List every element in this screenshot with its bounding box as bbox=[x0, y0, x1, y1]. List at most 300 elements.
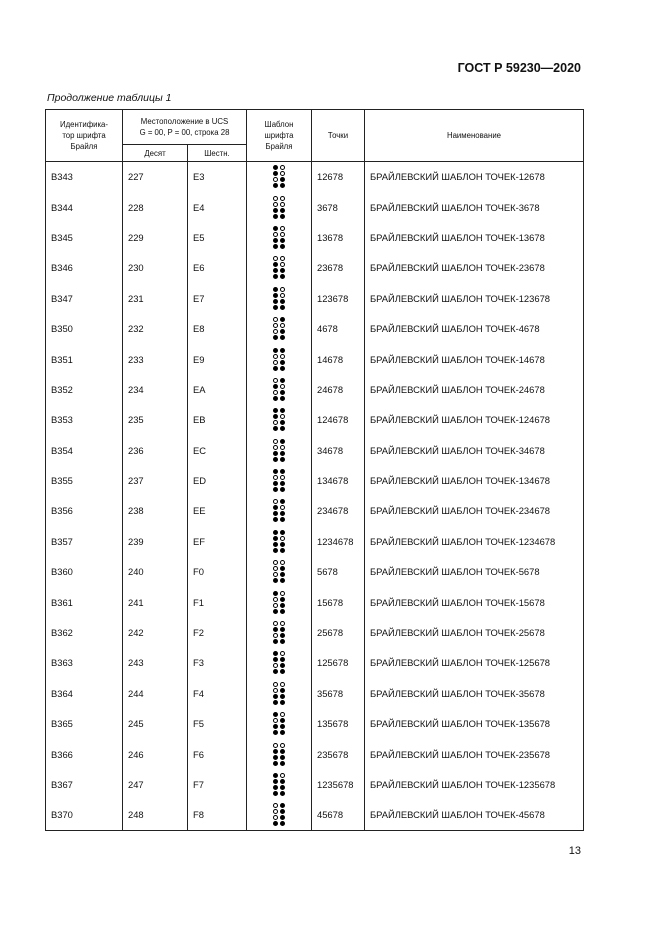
braille-dot-2 bbox=[273, 354, 278, 359]
braille-dot-3 bbox=[273, 238, 278, 243]
braille-dot-3 bbox=[273, 481, 278, 486]
braille-pattern bbox=[247, 648, 312, 678]
pattern-name: БРАЙЛЕВСКИЙ ШАБЛОН ТОЧЕК-35678 bbox=[365, 678, 584, 708]
braille-dot-8 bbox=[280, 548, 285, 553]
table-row bbox=[46, 192, 584, 222]
braille-dot-3 bbox=[273, 815, 278, 820]
pattern-name: БРАЙЛЕВСКИЙ ШАБЛОН ТОЧЕК-45678 bbox=[365, 800, 584, 830]
braille-dot-8 bbox=[280, 487, 285, 492]
ucs-hex: F2 bbox=[188, 617, 247, 647]
braille-pattern bbox=[247, 800, 312, 830]
braille-dot-8 bbox=[280, 700, 285, 705]
braille-cell-icon bbox=[272, 348, 286, 371]
braille-dot-7 bbox=[273, 214, 278, 219]
ucs-decimal: 227 bbox=[123, 162, 188, 192]
dot-numbers: 34678 bbox=[312, 435, 365, 465]
braille-dot-3 bbox=[273, 724, 278, 729]
braille-dot-8 bbox=[280, 244, 285, 249]
braille-dot-7 bbox=[273, 517, 278, 522]
braille-dot-4 bbox=[280, 165, 285, 170]
braille-cell-icon bbox=[272, 196, 286, 219]
braille-dot-7 bbox=[273, 305, 278, 310]
braille-dot-2 bbox=[273, 809, 278, 814]
braille-dot-4 bbox=[280, 317, 285, 322]
braille-dot-1 bbox=[273, 348, 278, 353]
braille-dot-3 bbox=[273, 755, 278, 760]
braille-dot-7 bbox=[273, 609, 278, 614]
braille-id: B367 bbox=[46, 769, 123, 799]
braille-dot-7 bbox=[273, 487, 278, 492]
braille-dot-3 bbox=[273, 360, 278, 365]
braille-pattern bbox=[247, 192, 312, 222]
ucs-hex: F3 bbox=[188, 648, 247, 678]
ucs-hex: E6 bbox=[188, 253, 247, 283]
braille-id: B357 bbox=[46, 526, 123, 556]
braille-dot-3 bbox=[273, 785, 278, 790]
braille-pattern bbox=[247, 678, 312, 708]
braille-dot-4 bbox=[280, 256, 285, 261]
ucs-decimal: 230 bbox=[123, 253, 188, 283]
braille-id: B352 bbox=[46, 374, 123, 404]
braille-cell-icon bbox=[272, 287, 286, 310]
braille-dot-5 bbox=[280, 809, 285, 814]
pattern-name: БРАЙЛЕВСКИЙ ШАБЛОН ТОЧЕК-13678 bbox=[365, 222, 584, 252]
ucs-hex: EE bbox=[188, 496, 247, 526]
braille-dot-8 bbox=[280, 183, 285, 188]
dot-numbers: 13678 bbox=[312, 222, 365, 252]
col-header-dec: Десят bbox=[123, 145, 188, 162]
pattern-name: БРАЙЛЕВСКИЙ ШАБЛОН ТОЧЕК-4678 bbox=[365, 313, 584, 343]
braille-dot-4 bbox=[280, 378, 285, 383]
braille-pattern bbox=[247, 374, 312, 404]
braille-dot-7 bbox=[273, 821, 278, 826]
braille-dot-2 bbox=[273, 414, 278, 419]
table-row bbox=[46, 435, 584, 465]
dot-numbers: 235678 bbox=[312, 739, 365, 769]
braille-dot-4 bbox=[280, 439, 285, 444]
braille-cell-icon bbox=[272, 803, 286, 826]
braille-cell-icon bbox=[272, 408, 286, 431]
table-row bbox=[46, 222, 584, 252]
dot-numbers: 14678 bbox=[312, 344, 365, 374]
braille-dot-6 bbox=[280, 663, 285, 668]
dot-numbers: 135678 bbox=[312, 709, 365, 739]
braille-dot-4 bbox=[280, 530, 285, 535]
braille-cell-icon bbox=[272, 226, 286, 249]
braille-dot-1 bbox=[273, 165, 278, 170]
col-header-dots: Точки bbox=[312, 110, 365, 162]
braille-dot-5 bbox=[280, 536, 285, 541]
braille-dot-6 bbox=[280, 238, 285, 243]
ucs-decimal: 236 bbox=[123, 435, 188, 465]
dot-numbers: 45678 bbox=[312, 800, 365, 830]
dot-numbers: 3678 bbox=[312, 192, 365, 222]
braille-dot-2 bbox=[273, 323, 278, 328]
col-header-id: Идентифика- тор шрифта Брайля bbox=[46, 110, 123, 162]
col-header-hex: Шестн. bbox=[188, 145, 247, 162]
braille-dot-4 bbox=[280, 682, 285, 687]
braille-dot-7 bbox=[273, 426, 278, 431]
braille-dot-1 bbox=[273, 591, 278, 596]
ucs-hex: E7 bbox=[188, 283, 247, 313]
ucs-hex: E8 bbox=[188, 313, 247, 343]
braille-dot-3 bbox=[273, 177, 278, 182]
braille-dot-4 bbox=[280, 469, 285, 474]
braille-dot-2 bbox=[273, 779, 278, 784]
braille-cell-icon bbox=[272, 743, 286, 766]
braille-dot-3 bbox=[273, 603, 278, 608]
braille-dot-1 bbox=[273, 317, 278, 322]
braille-dot-8 bbox=[280, 517, 285, 522]
braille-dot-1 bbox=[273, 530, 278, 535]
braille-pattern bbox=[247, 253, 312, 283]
braille-id: B346 bbox=[46, 253, 123, 283]
braille-dot-7 bbox=[273, 548, 278, 553]
braille-dot-3 bbox=[273, 633, 278, 638]
braille-dot-4 bbox=[280, 196, 285, 201]
braille-dot-3 bbox=[273, 572, 278, 577]
page-number: 13 bbox=[568, 845, 581, 857]
braille-dot-8 bbox=[280, 214, 285, 219]
table-row bbox=[46, 678, 584, 708]
braille-dot-4 bbox=[280, 621, 285, 626]
braille-dot-5 bbox=[280, 232, 285, 237]
table-row bbox=[46, 769, 584, 799]
braille-dot-4 bbox=[280, 226, 285, 231]
braille-dot-1 bbox=[273, 256, 278, 261]
braille-dot-4 bbox=[280, 348, 285, 353]
ucs-hex: E5 bbox=[188, 222, 247, 252]
braille-id: B345 bbox=[46, 222, 123, 252]
braille-dot-7 bbox=[273, 274, 278, 279]
dot-numbers: 1235678 bbox=[312, 769, 365, 799]
braille-pattern bbox=[247, 739, 312, 769]
braille-id: B360 bbox=[46, 557, 123, 587]
braille-dot-7 bbox=[273, 183, 278, 188]
braille-dot-2 bbox=[273, 505, 278, 510]
table-row bbox=[46, 313, 584, 343]
ucs-hex: EC bbox=[188, 435, 247, 465]
braille-dot-4 bbox=[280, 287, 285, 292]
braille-pattern bbox=[247, 496, 312, 526]
ucs-decimal: 240 bbox=[123, 557, 188, 587]
braille-cell-icon bbox=[272, 439, 286, 462]
braille-dot-8 bbox=[280, 426, 285, 431]
braille-pattern bbox=[247, 222, 312, 252]
braille-cell-icon bbox=[272, 712, 286, 735]
braille-cell-icon bbox=[272, 469, 286, 492]
ucs-decimal: 241 bbox=[123, 587, 188, 617]
pattern-name: БРАЙЛЕВСКИЙ ШАБЛОН ТОЧЕК-24678 bbox=[365, 374, 584, 404]
braille-id: B356 bbox=[46, 496, 123, 526]
ucs-decimal: 247 bbox=[123, 769, 188, 799]
braille-pattern bbox=[247, 709, 312, 739]
braille-dot-3 bbox=[273, 694, 278, 699]
braille-dot-4 bbox=[280, 651, 285, 656]
braille-dot-8 bbox=[280, 305, 285, 310]
ucs-hex: F8 bbox=[188, 800, 247, 830]
braille-dot-5 bbox=[280, 414, 285, 419]
braille-dot-4 bbox=[280, 499, 285, 504]
table-row bbox=[46, 739, 584, 769]
braille-dot-7 bbox=[273, 761, 278, 766]
braille-cell-icon bbox=[272, 773, 286, 796]
ucs-decimal: 244 bbox=[123, 678, 188, 708]
table-row bbox=[46, 283, 584, 313]
braille-dot-7 bbox=[273, 700, 278, 705]
braille-dot-6 bbox=[280, 542, 285, 547]
braille-dot-2 bbox=[273, 232, 278, 237]
braille-dot-5 bbox=[280, 597, 285, 602]
braille-dot-7 bbox=[273, 244, 278, 249]
braille-dot-2 bbox=[273, 627, 278, 632]
braille-id: B362 bbox=[46, 617, 123, 647]
braille-dot-6 bbox=[280, 633, 285, 638]
braille-dot-6 bbox=[280, 694, 285, 699]
braille-dot-5 bbox=[280, 749, 285, 754]
braille-id: B353 bbox=[46, 405, 123, 435]
pattern-name: БРАЙЛЕВСКИЙ ШАБЛОН ТОЧЕК-5678 bbox=[365, 557, 584, 587]
pattern-name: БРАЙЛЕВСКИЙ ШАБЛОН ТОЧЕК-14678 bbox=[365, 344, 584, 374]
braille-dot-6 bbox=[280, 268, 285, 273]
braille-pattern bbox=[247, 162, 312, 192]
braille-id: B370 bbox=[46, 800, 123, 830]
table-row bbox=[46, 800, 584, 830]
pattern-name: БРАЙЛЕВСКИЙ ШАБЛОН ТОЧЕК-25678 bbox=[365, 617, 584, 647]
braille-cell-icon bbox=[272, 530, 286, 553]
ucs-decimal: 233 bbox=[123, 344, 188, 374]
ucs-decimal: 239 bbox=[123, 526, 188, 556]
braille-dot-5 bbox=[280, 262, 285, 267]
pattern-name: БРАЙЛЕВСКИЙ ШАБЛОН ТОЧЕК-135678 bbox=[365, 709, 584, 739]
braille-dot-5 bbox=[280, 566, 285, 571]
ucs-hex: EA bbox=[188, 374, 247, 404]
braille-id: B355 bbox=[46, 465, 123, 495]
braille-dot-6 bbox=[280, 360, 285, 365]
braille-dot-8 bbox=[280, 791, 285, 796]
braille-dot-2 bbox=[273, 566, 278, 571]
braille-dot-8 bbox=[280, 396, 285, 401]
braille-dot-6 bbox=[280, 572, 285, 577]
braille-dot-5 bbox=[280, 354, 285, 359]
table-row bbox=[46, 587, 584, 617]
braille-id: B354 bbox=[46, 435, 123, 465]
ucs-hex: F5 bbox=[188, 709, 247, 739]
dot-numbers: 124678 bbox=[312, 405, 365, 435]
braille-dot-2 bbox=[273, 293, 278, 298]
braille-dot-2 bbox=[273, 657, 278, 662]
braille-cell-icon bbox=[272, 378, 286, 401]
braille-dot-1 bbox=[273, 773, 278, 778]
ucs-hex: F7 bbox=[188, 769, 247, 799]
ucs-decimal: 231 bbox=[123, 283, 188, 313]
braille-dot-7 bbox=[273, 335, 278, 340]
ucs-decimal: 235 bbox=[123, 405, 188, 435]
table-caption: Продолжение таблицы 1 bbox=[47, 92, 172, 104]
braille-dot-1 bbox=[273, 196, 278, 201]
braille-dot-5 bbox=[280, 718, 285, 723]
braille-dot-1 bbox=[273, 712, 278, 717]
pattern-name: БРАЙЛЕВСКИЙ ШАБЛОН ТОЧЕК-124678 bbox=[365, 405, 584, 435]
braille-dot-5 bbox=[280, 627, 285, 632]
dot-numbers: 1234678 bbox=[312, 526, 365, 556]
braille-pattern bbox=[247, 344, 312, 374]
braille-dot-7 bbox=[273, 639, 278, 644]
standard-designation: ГОСТ Р 59230—2020 bbox=[457, 61, 581, 75]
ucs-hex: F0 bbox=[188, 557, 247, 587]
braille-dot-6 bbox=[280, 815, 285, 820]
braille-id: B361 bbox=[46, 587, 123, 617]
braille-dot-1 bbox=[273, 651, 278, 656]
braille-dot-4 bbox=[280, 803, 285, 808]
braille-dot-4 bbox=[280, 712, 285, 717]
ucs-hex: E9 bbox=[188, 344, 247, 374]
braille-dot-6 bbox=[280, 755, 285, 760]
braille-dot-5 bbox=[280, 779, 285, 784]
ucs-hex: EB bbox=[188, 405, 247, 435]
table-row bbox=[46, 709, 584, 739]
braille-pattern bbox=[247, 769, 312, 799]
braille-dot-6 bbox=[280, 420, 285, 425]
braille-dot-1 bbox=[273, 439, 278, 444]
ucs-hex: F1 bbox=[188, 587, 247, 617]
braille-table bbox=[45, 109, 584, 831]
dot-numbers: 123678 bbox=[312, 283, 365, 313]
braille-pattern bbox=[247, 435, 312, 465]
braille-dot-8 bbox=[280, 639, 285, 644]
ucs-decimal: 248 bbox=[123, 800, 188, 830]
dot-numbers: 12678 bbox=[312, 162, 365, 192]
braille-dot-6 bbox=[280, 481, 285, 486]
ucs-decimal: 238 bbox=[123, 496, 188, 526]
ucs-decimal: 246 bbox=[123, 739, 188, 769]
pattern-name: БРАЙЛЕВСКИЙ ШАБЛОН ТОЧЕК-134678 bbox=[365, 465, 584, 495]
braille-id: B344 bbox=[46, 192, 123, 222]
ucs-decimal: 228 bbox=[123, 192, 188, 222]
braille-dot-5 bbox=[280, 323, 285, 328]
braille-dot-6 bbox=[280, 208, 285, 213]
braille-dot-2 bbox=[273, 384, 278, 389]
braille-dot-5 bbox=[280, 445, 285, 450]
braille-dot-8 bbox=[280, 457, 285, 462]
ucs-hex: E3 bbox=[188, 162, 247, 192]
braille-pattern bbox=[247, 557, 312, 587]
braille-dot-6 bbox=[280, 451, 285, 456]
braille-dot-1 bbox=[273, 378, 278, 383]
table-row bbox=[46, 526, 584, 556]
braille-dot-8 bbox=[280, 609, 285, 614]
braille-dot-2 bbox=[273, 202, 278, 207]
ucs-decimal: 234 bbox=[123, 374, 188, 404]
braille-dot-1 bbox=[273, 287, 278, 292]
braille-dot-8 bbox=[280, 669, 285, 674]
braille-dot-2 bbox=[273, 445, 278, 450]
braille-dot-7 bbox=[273, 730, 278, 735]
braille-dot-1 bbox=[273, 560, 278, 565]
braille-dot-6 bbox=[280, 511, 285, 516]
braille-dot-1 bbox=[273, 408, 278, 413]
braille-dot-2 bbox=[273, 475, 278, 480]
braille-dot-8 bbox=[280, 821, 285, 826]
braille-dot-7 bbox=[273, 366, 278, 371]
dot-numbers: 24678 bbox=[312, 374, 365, 404]
pattern-name: БРАЙЛЕВСКИЙ ШАБЛОН ТОЧЕК-23678 bbox=[365, 253, 584, 283]
braille-dot-2 bbox=[273, 171, 278, 176]
braille-dot-5 bbox=[280, 293, 285, 298]
braille-dot-4 bbox=[280, 591, 285, 596]
braille-dot-7 bbox=[273, 396, 278, 401]
braille-dot-8 bbox=[280, 578, 285, 583]
braille-dot-1 bbox=[273, 499, 278, 504]
braille-dot-3 bbox=[273, 268, 278, 273]
braille-dot-5 bbox=[280, 505, 285, 510]
braille-dot-2 bbox=[273, 718, 278, 723]
braille-pattern bbox=[247, 283, 312, 313]
braille-id: B350 bbox=[46, 313, 123, 343]
braille-dot-8 bbox=[280, 730, 285, 735]
braille-dot-3 bbox=[273, 511, 278, 516]
braille-pattern bbox=[247, 526, 312, 556]
ucs-hex: ED bbox=[188, 465, 247, 495]
dot-numbers: 125678 bbox=[312, 648, 365, 678]
braille-dot-6 bbox=[280, 390, 285, 395]
pattern-name: БРАЙЛЕВСКИЙ ШАБЛОН ТОЧЕК-1235678 bbox=[365, 769, 584, 799]
braille-dot-3 bbox=[273, 329, 278, 334]
ucs-decimal: 245 bbox=[123, 709, 188, 739]
dot-numbers: 134678 bbox=[312, 465, 365, 495]
braille-cell-icon bbox=[272, 651, 286, 674]
ucs-hex: F6 bbox=[188, 739, 247, 769]
braille-dot-7 bbox=[273, 669, 278, 674]
col-header-location: Местоположение в UCS G = 00, P = 00, строка 28 bbox=[123, 110, 247, 145]
braille-dot-8 bbox=[280, 366, 285, 371]
braille-cell-icon bbox=[272, 591, 286, 614]
table-row bbox=[46, 617, 584, 647]
braille-dot-4 bbox=[280, 560, 285, 565]
braille-dot-5 bbox=[280, 171, 285, 176]
braille-dot-2 bbox=[273, 536, 278, 541]
braille-dot-1 bbox=[273, 743, 278, 748]
braille-dot-2 bbox=[273, 749, 278, 754]
braille-id: B366 bbox=[46, 739, 123, 769]
pattern-name: БРАЙЛЕВСКИЙ ШАБЛОН ТОЧЕК-1234678 bbox=[365, 526, 584, 556]
dot-numbers: 234678 bbox=[312, 496, 365, 526]
braille-dot-1 bbox=[273, 682, 278, 687]
pattern-name: БРАЙЛЕВСКИЙ ШАБЛОН ТОЧЕК-125678 bbox=[365, 648, 584, 678]
col-header-name: Наименование bbox=[365, 110, 584, 162]
braille-cell-icon bbox=[272, 560, 286, 583]
braille-dot-7 bbox=[273, 791, 278, 796]
braille-dot-5 bbox=[280, 688, 285, 693]
braille-dot-3 bbox=[273, 390, 278, 395]
braille-dot-8 bbox=[280, 335, 285, 340]
braille-dot-3 bbox=[273, 663, 278, 668]
table-row bbox=[46, 465, 584, 495]
braille-dot-6 bbox=[280, 329, 285, 334]
pattern-name: БРАЙЛЕВСКИЙ ШАБЛОН ТОЧЕК-12678 bbox=[365, 162, 584, 192]
table-row bbox=[46, 648, 584, 678]
braille-dot-3 bbox=[273, 542, 278, 547]
ucs-decimal: 242 bbox=[123, 617, 188, 647]
braille-cell-icon bbox=[272, 256, 286, 279]
braille-dot-3 bbox=[273, 420, 278, 425]
braille-dot-2 bbox=[273, 688, 278, 693]
ucs-decimal: 229 bbox=[123, 222, 188, 252]
braille-dot-3 bbox=[273, 451, 278, 456]
braille-id: B363 bbox=[46, 648, 123, 678]
braille-dot-5 bbox=[280, 657, 285, 662]
braille-pattern bbox=[247, 587, 312, 617]
